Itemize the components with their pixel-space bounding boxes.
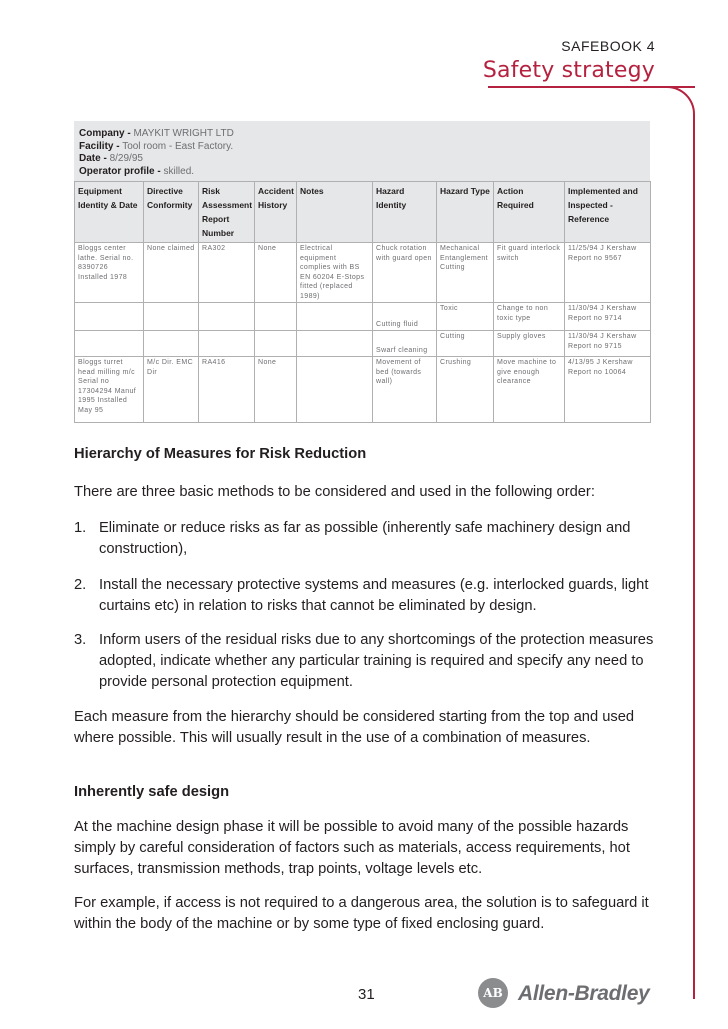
- column-header: Action Required: [494, 182, 565, 243]
- safe-design-heading: Inherently safe design: [74, 784, 230, 800]
- table-row: [75, 357, 651, 423]
- table-cell: [255, 303, 297, 331]
- table-cell: RA302: [199, 243, 255, 303]
- list-number: 3.: [74, 632, 87, 648]
- column-header: Accident History: [255, 182, 297, 243]
- measures-paragraph: Each measure from the hierarchy should be considered starting from the top and used where possible. This will usually result in the use of a combination of measures.: [74, 709, 635, 746]
- table-cell: None: [255, 357, 297, 423]
- list-number: 1.: [74, 520, 87, 536]
- section-title: Safety strategy: [482, 58, 655, 83]
- list-item: [74, 518, 664, 560]
- table-cell: [297, 357, 373, 423]
- facility-line: Facility - Tool room - East Factory.: [79, 140, 234, 152]
- intro-paragraph: There are three basic methods to be considered and used in the following order:: [74, 484, 595, 500]
- column-header: Directive Conformity: [144, 182, 199, 243]
- table-cell: None claimed: [144, 243, 199, 303]
- date-line: Date - 8/29/95: [79, 153, 143, 164]
- margin-rule: [693, 114, 695, 999]
- table-cell: Fit guard interlock switch: [494, 243, 565, 303]
- design-paragraph: At the machine design phase it will be possible to avoid many of the possible hazards simply by careful consideration of factors such as materials, access requirements, hot surfaces, transmission methods, trap points, voltage levels etc.: [74, 819, 630, 877]
- table-cell: [255, 331, 297, 357]
- table-cell: Crushing: [437, 357, 494, 423]
- table-cell: RA416: [199, 357, 255, 423]
- table-cell: Toxic: [437, 303, 494, 331]
- table-cell: Chuck rotation with guard open: [373, 243, 437, 303]
- risk-assessment-form: [74, 121, 650, 413]
- column-header: Notes: [297, 182, 373, 243]
- table-cell: None: [255, 243, 297, 303]
- table-row: [75, 243, 651, 303]
- table-cell: [297, 303, 373, 331]
- table-cell: Swarf cleaning: [373, 331, 437, 357]
- page-number: 31: [358, 986, 375, 1003]
- table-cell: Movement of bed (towards wall): [373, 357, 437, 423]
- table-cell: [199, 303, 255, 331]
- list-item: [74, 630, 664, 693]
- table-cell: Mechanical Entanglement Cutting: [437, 243, 494, 303]
- table-cell: Move machine to give enough clearance: [494, 357, 565, 423]
- form-meta: [79, 128, 234, 178]
- table-cell: 11/25/94 J Kershaw Report no 9567: [565, 243, 651, 303]
- list-number: 2.: [74, 577, 87, 593]
- table-cell: [199, 331, 255, 357]
- table-cell: Supply gloves: [494, 331, 565, 357]
- list-text: Inform users of the residual risks due to any shortcomings of the protection measures adopted, indicate whether any particular training is required and specify any need to provide personal protection equipment.: [99, 632, 654, 690]
- list-text: Eliminate or reduce risks as far as possible (inherently safe machinery design and construction),: [99, 520, 631, 557]
- table-cell: [297, 331, 373, 357]
- example-paragraph: For example, if access is not required to a dangerous area, the solution is to safeguard it within the body of the machine or by some type of fixed enclosing guard.: [74, 895, 649, 932]
- allen-bradley-logo-icon: AB: [478, 978, 508, 1008]
- column-header: Hazard Identity: [373, 182, 437, 243]
- table-cell: [144, 331, 199, 357]
- table-cell: 11/30/94 J Kershaw Report no 9714: [565, 303, 651, 331]
- table-cell: Cutting: [437, 331, 494, 357]
- table-cell: 4/13/95 J Kershaw Report no 10064: [565, 357, 651, 423]
- column-header: Risk Assessment Report Number: [199, 182, 255, 243]
- brand-logo-text: Allen-Bradley: [518, 982, 650, 1005]
- company-line: Company - MAYKIT WRIGHT LTD: [79, 128, 234, 139]
- list-item: [74, 575, 664, 617]
- table-cell: 11/30/94 J Kershaw Report no 9715: [565, 331, 651, 357]
- table-cell: Change to non toxic type: [494, 303, 565, 331]
- table-cell: [75, 303, 144, 331]
- column-header: Equipment Identity & Date: [75, 182, 144, 243]
- book-label: SAFEBOOK 4: [561, 38, 655, 54]
- table-cell: Cutting fluid: [373, 303, 437, 331]
- profile-line: Operator profile - skilled.: [79, 165, 195, 177]
- table-row: [75, 303, 651, 331]
- header-rule-corner: [663, 86, 695, 118]
- table-cell: [75, 331, 144, 357]
- table-cell: Bloggs center lathe. Serial no. 8390726 Installed 1978: [75, 243, 144, 303]
- hierarchy-heading: Hierarchy of Measures for Risk Reduction: [74, 446, 367, 462]
- column-header: Hazard Type: [437, 182, 494, 243]
- table-row: [75, 331, 651, 357]
- table-cell: M/c Dir. EMC Dir: [144, 357, 199, 423]
- table-cell: Electrical equipment complies with BS EN 60204 E-Stops fitted (replaced 1989): [297, 243, 373, 303]
- list-text: Install the necessary protective systems and measures (e.g. interlocked guards, light curtains etc) in relation to risks that cannot be eliminated by design.: [99, 577, 649, 614]
- risk-table: [74, 181, 651, 423]
- table-cell: Bloggs turret head milling m/c Serial no 17304294 Manuf 1995 Installed May 95: [75, 357, 144, 423]
- table-header-row: [75, 182, 651, 243]
- table-cell: [144, 303, 199, 331]
- column-header: Implemented and Inspected - Reference: [565, 182, 651, 243]
